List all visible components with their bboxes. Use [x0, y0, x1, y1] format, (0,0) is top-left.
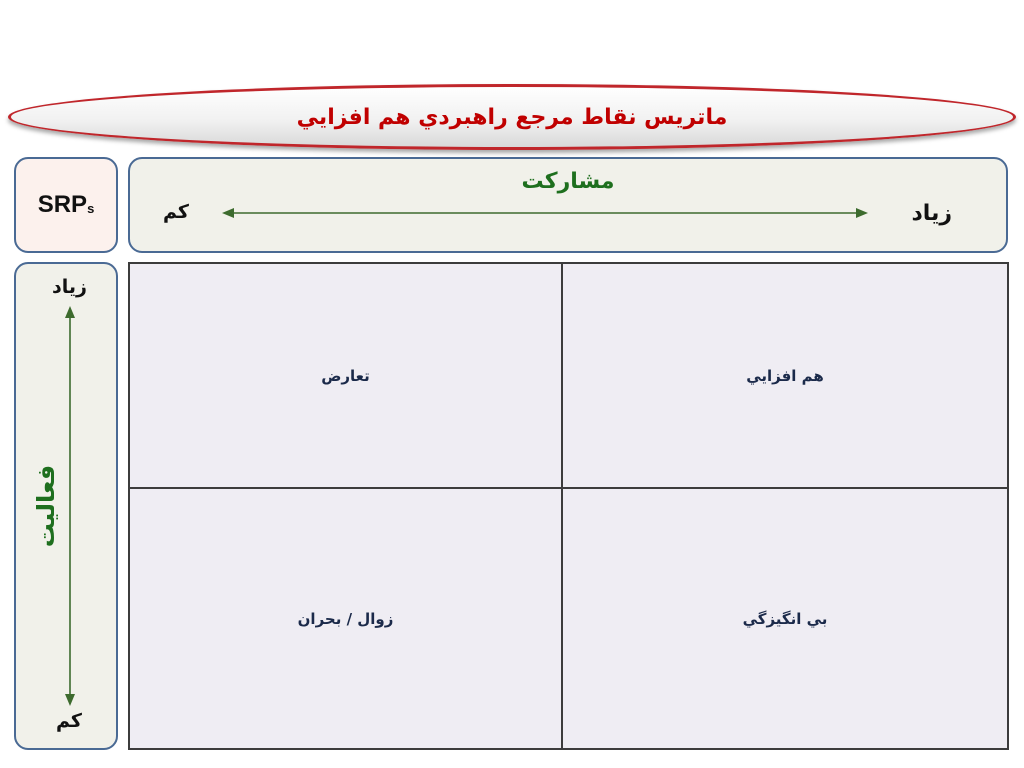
- cell-synergy: هم افزايي: [563, 264, 1007, 489]
- title-banner: [8, 84, 1016, 150]
- horizontal-double-arrow: [220, 203, 870, 223]
- corner-label-sub: s: [87, 201, 95, 216]
- corner-label-main: SRP: [37, 191, 88, 218]
- cell-demotivation: بي انگيزگي: [742, 609, 828, 628]
- vertical-double-arrow: [60, 304, 80, 708]
- cell-decline-crisis: زوال / بحران: [130, 489, 563, 748]
- corner-label: [38, 191, 95, 219]
- horizontal-axis-high-label: زياد: [911, 201, 952, 226]
- vertical-axis-low-label: كم: [56, 710, 82, 732]
- matrix-grid: [128, 262, 1009, 750]
- horizontal-axis-low-label: كم: [163, 201, 189, 223]
- horizontal-axis-title: مشاركت: [521, 169, 615, 194]
- corner-label-box: [14, 157, 118, 253]
- page-title: ماتريس نقاط مرجع راهبردي هم افزايي: [296, 104, 728, 130]
- cell-conflict: تعارض: [130, 264, 563, 489]
- horizontal-axis-box: [128, 157, 1008, 253]
- vertical-axis-high-label: زياد: [52, 276, 87, 298]
- vertical-axis-box: [14, 262, 118, 750]
- vertical-axis-title: فعاليت: [32, 464, 60, 548]
